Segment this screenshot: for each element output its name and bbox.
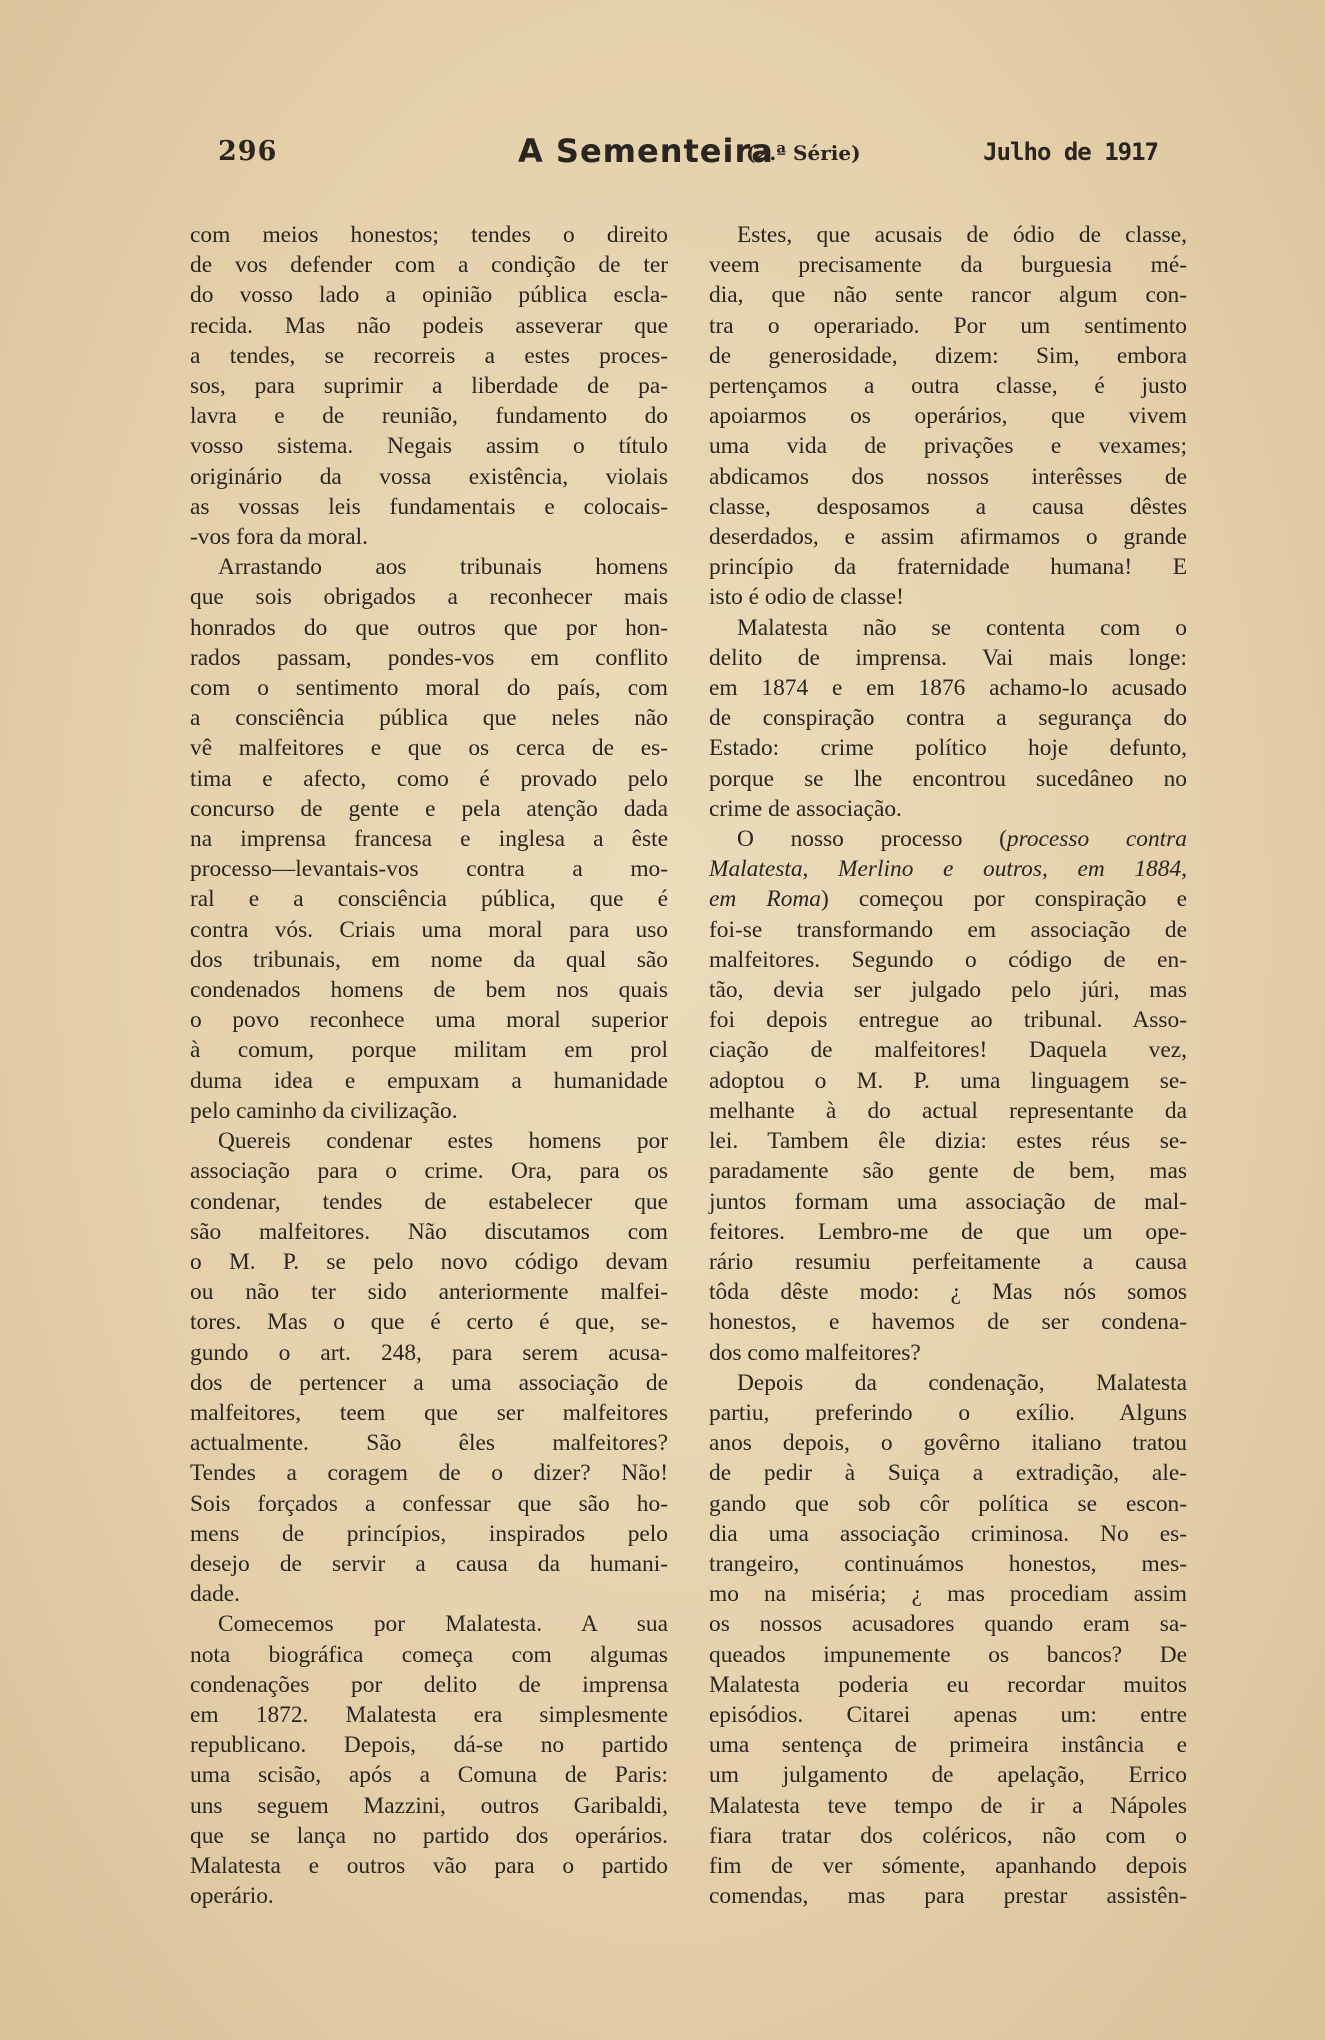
text-line: uma scisão, após a Comuna de Paris: (190, 1762, 668, 1789)
text-line: foi depois entregue ao tribunal. Asso- (709, 1007, 1187, 1034)
text-line: Estado: crime político hoje defunto, (709, 735, 1187, 762)
text-line: honrados do que outros que por hon- (190, 614, 668, 641)
journal-title: A Sementeira (518, 132, 774, 170)
text-line: delito de imprensa. Vai mais longe: (709, 644, 1187, 671)
text-line: mo na miséria; ¿ mas procediam assim (709, 1581, 1187, 1608)
text-line: rário resumiu perfeitamente a causa (709, 1248, 1187, 1275)
text-line: honestos, e havemos de ser condena- (709, 1309, 1187, 1336)
text-line: tima e afecto, como é provado pelo (190, 765, 668, 792)
text-line: a tendes, se recorreis a estes proces- (190, 342, 668, 369)
text-line: Arrastando aos tribunais homens (218, 554, 668, 581)
text-line: deserdados, e assim afirmamos o grande (709, 524, 1187, 551)
text-line: Comecemos por Malatesta. A sua (218, 1611, 668, 1638)
text-line: condenações por delito de imprensa (190, 1671, 668, 1698)
text-line: princípio da fraternidade humana! E (709, 554, 1187, 581)
text-line: republicano. Depois, dá-se no partido (190, 1732, 668, 1759)
text-line: associação para o crime. Ora, para os (190, 1158, 668, 1185)
text-line: dos de pertencer a uma associação de (190, 1369, 668, 1396)
text-line: pelo caminho da civilização. (190, 1097, 458, 1124)
text-line: episódios. Citarei apenas um: entre (709, 1701, 1187, 1728)
text-line: rados passam, pondes-vos em conflito (190, 644, 668, 671)
text-line: de generosidade, dizem: Sim, embora (709, 342, 1187, 369)
text-line: Malatesta não se contenta com o (737, 614, 1187, 641)
text-line: Tendes a coragem de o dizer? Não! (190, 1460, 668, 1487)
text-line: paradamente são gente de bem, mas (709, 1158, 1187, 1185)
text-line: crime de associação. (709, 795, 902, 822)
text-line: duma idea e empuxam a humanidade (190, 1067, 668, 1094)
text-line: isto é odio de classe! (709, 584, 904, 611)
text-column-right (709, 220, 1187, 1911)
text-line: lavra e de reunião, fundamento do (190, 403, 668, 430)
series-label: (2.ª Série) (746, 141, 861, 165)
text-line: feitores. Lembro-me de que um ope- (709, 1218, 1187, 1245)
text-line: vosso sistema. Negais assim o título (190, 433, 668, 460)
text-line: Estes, que acusais de ódio de classe, (737, 222, 1187, 248)
text-line: fim de ver sómente, apanhando depois (709, 1852, 1187, 1879)
text-line: classe, desposamos a causa dêstes (709, 493, 1187, 520)
text-line: são malfeitores. Não discutamos com (190, 1218, 668, 1245)
text-line: uma vida de privações e vexames; (709, 433, 1187, 460)
text-line: o povo reconhece uma moral superior (190, 1007, 668, 1034)
text-line: processo—levantais-vos contra a mo- (190, 856, 668, 883)
text-line: foi-se transformando em associação de (709, 916, 1187, 943)
text-line: pertençamos a outra classe, é justo (709, 373, 1187, 400)
text-line: do vosso lado a opinião pública escla- (190, 282, 668, 309)
text-line: gundo o art. 248, para serem acusa- (190, 1339, 668, 1366)
text-line: o M. P. se pelo novo código devam (190, 1248, 668, 1275)
text-line: em 1874 e em 1876 achamo-lo acusado (709, 675, 1187, 702)
text-line: adoptou o M. P. uma linguagem se- (709, 1067, 1187, 1094)
text-line: tão, devia ser julgado pelo júri, mas (709, 977, 1187, 1004)
text-line: abdicamos dos nossos interêsses de (709, 463, 1187, 490)
text-line: com meios honestos; tendes o direito (190, 222, 668, 248)
text-line: de pedir à Suiça a extradição, ale- (709, 1460, 1187, 1487)
text-line: operário. (190, 1883, 274, 1910)
text-line: fiara tratar dos coléricos, não com o (709, 1822, 1187, 1849)
text-line: uma sentença de primeira instância e (709, 1732, 1187, 1759)
text-line: ou não ter sido anteriormente malfei- (190, 1279, 668, 1306)
text-line: de vos defender com a condição de ter (190, 252, 668, 279)
text-line: Malatesta, Merlino e outros, em 1884, (709, 856, 1187, 883)
text-line: nota biográfica começa com algumas (190, 1641, 668, 1668)
text-line: a consciência pública que neles não (190, 705, 668, 732)
text-line: tra o operariado. Por um sentimento (709, 312, 1187, 339)
text-line: malfeitores. Segundo o código de en- (709, 946, 1187, 973)
text-line: condenados homens de bem nos quais (190, 977, 668, 1004)
text-line: Sois forçados a confessar que são ho- (190, 1490, 668, 1517)
text-line: O nosso processo (processo contra (737, 826, 1187, 853)
text-line: Depois da condenação, Malatesta (737, 1369, 1187, 1396)
text-line: lei. Tambem êle dizia: estes réus se- (709, 1128, 1187, 1155)
text-line: de conspiração contra a segurança do (709, 705, 1187, 732)
text-line: condenar, tendes de estabelecer que (190, 1188, 668, 1215)
text-line: desejo de servir a causa da humani- (190, 1550, 668, 1577)
text-line: em Roma) começou por conspiração e (709, 886, 1187, 913)
text-line: à comum, porque militam em prol (190, 1037, 668, 1064)
text-line: malfeitores, teem que ser malfeitores (190, 1399, 668, 1426)
text-line: veem precisamente da burguesia mé- (709, 252, 1187, 279)
text-line: gando que sob côr política se escon- (709, 1490, 1187, 1517)
text-line: vê malfeitores e que os cerca de es- (190, 735, 668, 762)
page-number: 296 (218, 136, 278, 167)
text-line: na imprensa francesa e inglesa a êste (190, 826, 668, 853)
text-line: originário da vossa existência, violais (190, 463, 668, 490)
text-line: juntos formam uma associação de mal- (709, 1188, 1187, 1215)
text-line: dade. (190, 1581, 241, 1608)
text-line: dos como malfeitores? (709, 1339, 921, 1366)
text-line: apoiarmos os operários, que vivem (709, 403, 1187, 430)
text-line: em 1872. Malatesta era simplesmente (190, 1701, 668, 1728)
text-line: que sois obrigados a reconhecer mais (190, 584, 668, 611)
text-line: queados impunemente os bancos? De (709, 1641, 1187, 1668)
text-line: ral e a consciência pública, que é (190, 886, 668, 913)
issue-date: Julho de 1917 (983, 138, 1158, 166)
text-line: Quereis condenar estes homens por (218, 1128, 668, 1155)
text-line: dia uma associação criminosa. No es- (709, 1520, 1187, 1547)
text-line: dia, que não sente rancor algum con- (709, 282, 1187, 309)
text-line: actualmente. São êles malfeitores? (190, 1430, 668, 1457)
text-column-left (190, 220, 668, 1911)
text-line: Malatesta e outros vão para o partido (190, 1852, 668, 1879)
text-line: recida. Mas não podeis asseverar que (190, 312, 668, 339)
text-line: ciação de malfeitores! Daquela vez, (709, 1037, 1187, 1064)
text-line: anos depois, o govêrno italiano tratou (709, 1430, 1187, 1457)
text-line: tores. Mas o que é certo é que, se- (190, 1309, 668, 1336)
text-line: mens de princípios, inspirados pelo (190, 1520, 668, 1547)
text-line: porque se lhe encontrou sucedâneo no (709, 765, 1187, 792)
text-line: sos, para suprimir a liberdade de pa- (190, 373, 668, 400)
text-line: as vossas leis fundamentais e colocais- (190, 493, 668, 520)
text-line: Malatesta teve tempo de ir a Nápoles (709, 1792, 1187, 1819)
text-line: que se lança no partido dos operários. (190, 1822, 668, 1849)
text-line: Malatesta poderia eu recordar muitos (709, 1671, 1187, 1698)
text-line: um julgamento de apelação, Errico (709, 1762, 1187, 1789)
text-line: os nossos acusadores quando eram sa- (709, 1611, 1187, 1638)
text-line: dos tribunais, em nome da qual são (190, 946, 668, 973)
text-line: concurso de gente e pela atenção dada (190, 795, 668, 822)
text-line: com o sentimento moral do país, com (190, 675, 668, 702)
page-header (218, 132, 1158, 180)
text-line: partiu, preferindo o exílio. Alguns (709, 1399, 1187, 1426)
text-line: tôda dêste modo: ¿ Mas nós somos (709, 1279, 1187, 1306)
text-line: contra vós. Criais uma moral para uso (190, 916, 668, 943)
text-line: comendas, mas para prestar assistên- (709, 1883, 1187, 1910)
text-line: uns seguem Mazzini, outros Garibaldi, (190, 1792, 668, 1819)
text-line: trangeiro, continuámos honestos, mes- (709, 1550, 1187, 1577)
text-line: -vos fora da moral. (190, 524, 368, 551)
text-line: melhante à do actual representante da (709, 1097, 1187, 1124)
